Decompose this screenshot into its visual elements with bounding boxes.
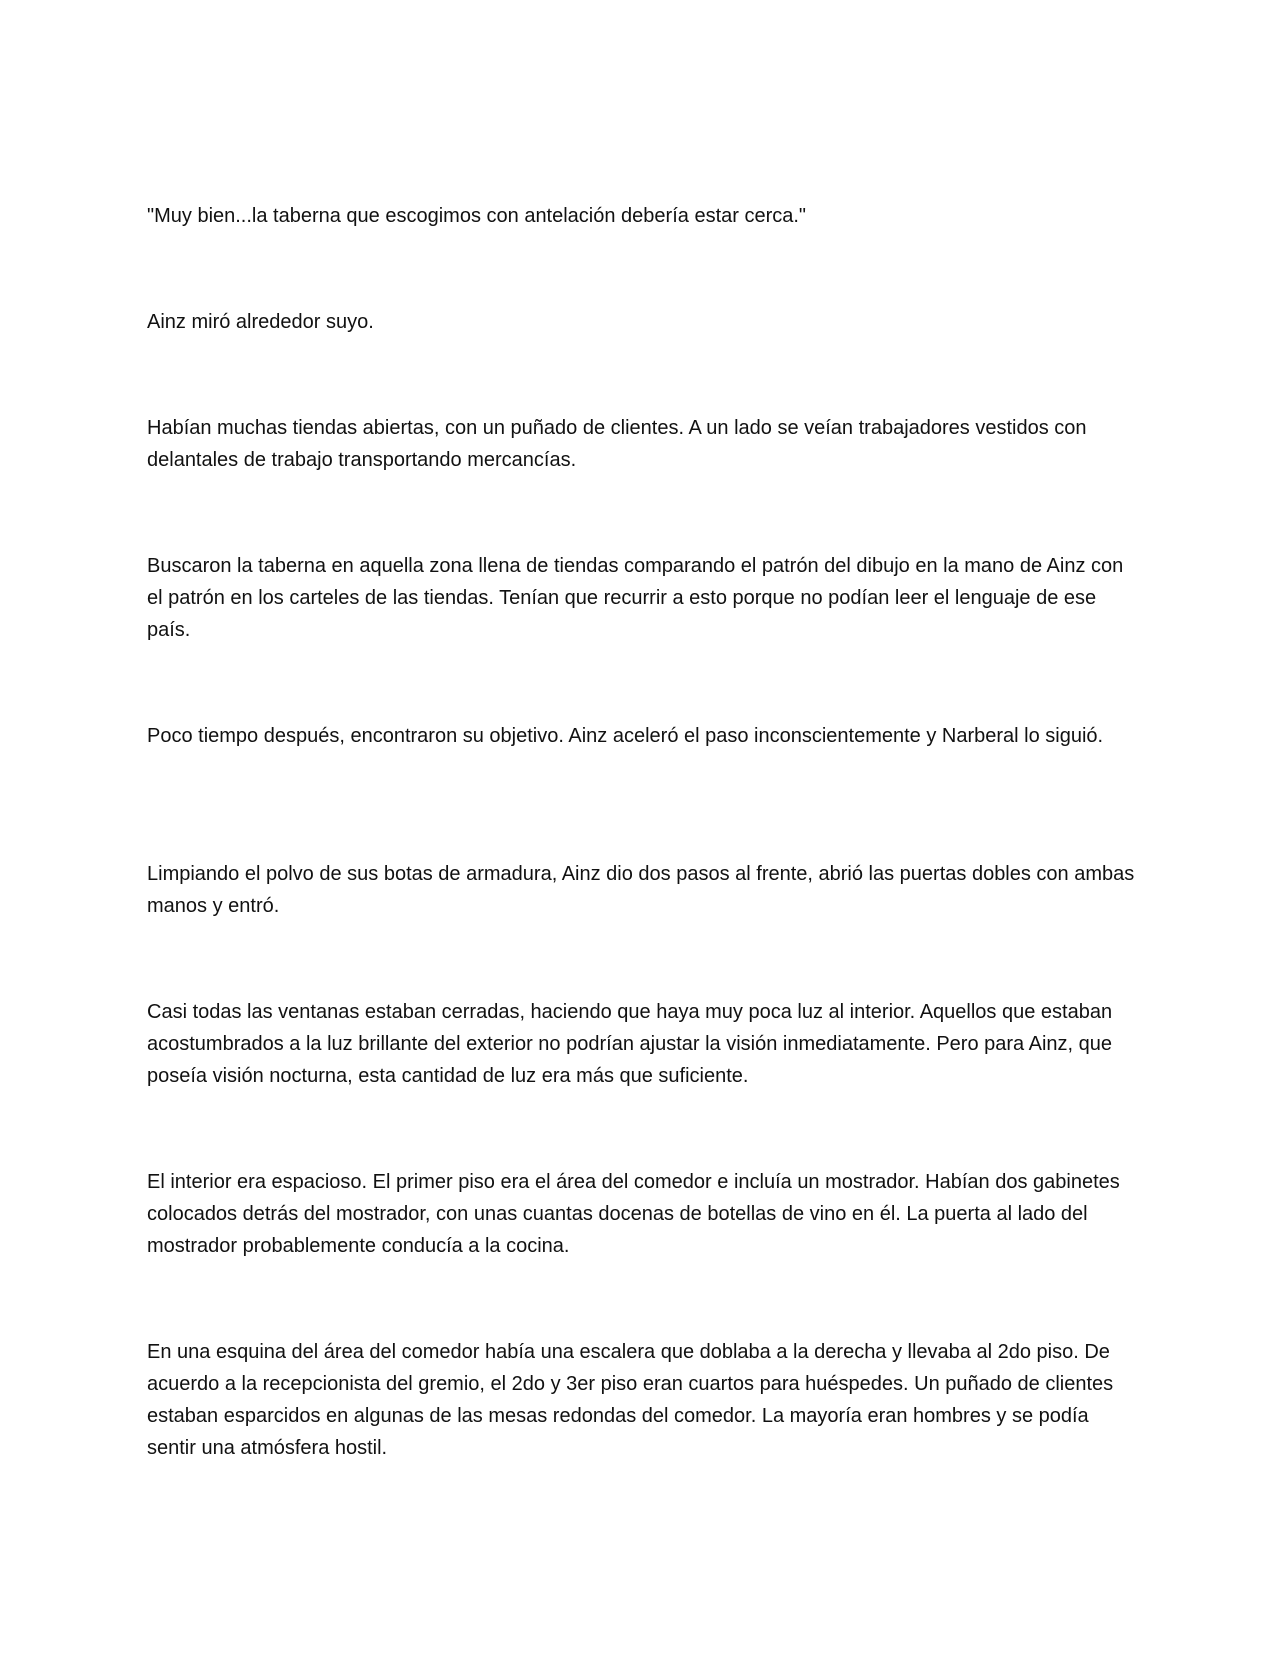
paragraph-8: El interior era espacioso. El primer piso era el área del comedor e incluía un mostrador. Habían dos gabinetes colocados detrás del mostrador, con unas cuantas docenas de botellas de vino en él. La puerta al lado del mostrador probablemente conducía a la cocina. [147, 1171, 1120, 1257]
paragraph-2: Ainz miró alrededor suyo. [147, 311, 374, 333]
paragraph-5: Poco tiempo después, encontraron su objetivo. Ainz aceleró el paso inconscientemente y Narberal lo siguió. [147, 725, 1104, 747]
paragraph-4: Buscaron la taberna en aquella zona llena de tiendas comparando el patrón del dibujo en la mano de Ainz con el patrón en los carteles de las tiendas. Tenían que recurrir a esto porque no podían leer el lenguaje de ese país. [147, 555, 1124, 641]
paragraph-9: En una esquina del área del comedor había una escalera que doblaba a la derecha y llevaba al 2do piso. De acuerdo a la recepcionista del gremio, el 2do y 3er piso eran cuartos para huéspedes. Un puñado de clientes estaban esparcidos en algunas de las mesas redondas del comedor. La mayoría eran hombres y se podía sentir una atmósfera hostil. [147, 1341, 1114, 1459]
paragraph-3: Habían muchas tiendas abiertas, con un puñado de clientes. A un lado se veían trabajadores vestidos con delantales de trabajo transportando mercancías. [147, 417, 1087, 471]
paragraph-6: Limpiando el polvo de sus botas de armadura, Ainz dio dos pasos al frente, abrió las puertas dobles con ambas manos y entró. [147, 863, 1135, 917]
paragraph-7: Casi todas las ventanas estaban cerradas, haciendo que haya muy poca luz al interior. Aquellos que estaban acostumbrados a la luz brillante del exterior no podrían ajustar la visión inmediatamente. Pero para Ainz, que poseía visión nocturna, esta cantidad de luz era más que suficiente. [147, 1001, 1113, 1087]
paragraph-1: "Muy bien...la taberna que escogimos con antelación debería estar cerca." [147, 205, 807, 227]
